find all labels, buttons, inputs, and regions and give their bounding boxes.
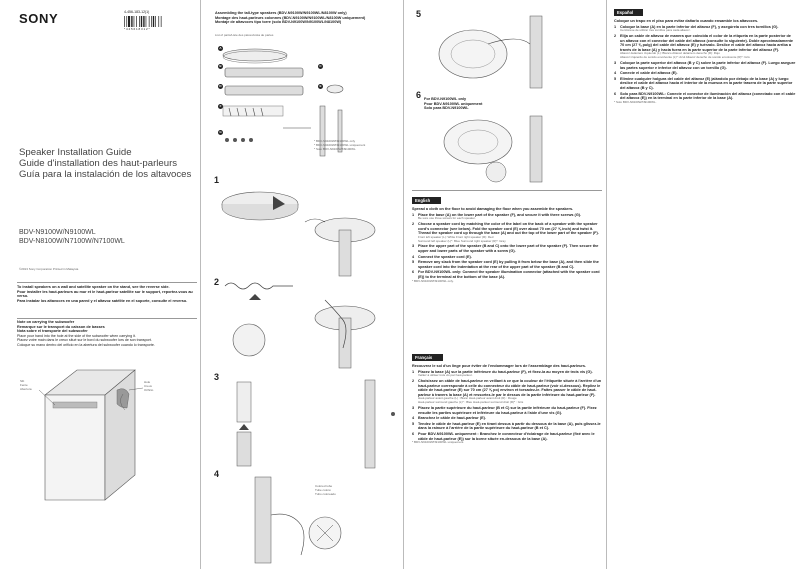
instruction-step-number: 5	[412, 421, 415, 426]
english-intro: Spread a cloth on the floor to avoid damaging the floor when you assemble the speakers.	[412, 207, 574, 211]
instruction-step	[614, 77, 796, 91]
instruction-step-text: Placez la base (A) sur la partie inférieure du haut-parleur (F), et fixez-la au moyen de trois vis (G).	[418, 369, 593, 374]
part-badge: D	[219, 84, 222, 88]
instruction-step-number: 5	[614, 76, 617, 81]
instruction-step	[412, 406, 602, 415]
rule	[17, 282, 197, 283]
instruction-step-number: 5	[412, 260, 415, 265]
hole-label-fr: Creux	[144, 383, 153, 388]
instruction-step	[412, 244, 602, 253]
rule	[412, 190, 602, 191]
parts-heading: Assembling the tall-type speakers (BDV-N9100W/N9100WL/N8100W only) Montage des haut-parleurs colonnes (BDV-N9100W/N9100WL/N8100W uniquement) Montaje de altavoces tipo torre (solo BDV-N9100W/N9100WL/N8100W)	[215, 11, 366, 25]
instruction-step	[614, 34, 796, 60]
rule	[17, 318, 197, 319]
instruction-step-body	[418, 213, 581, 221]
step-number: 2	[214, 277, 220, 287]
espanol-instructions	[614, 19, 796, 105]
title-es: Guía para la instalación de los altavoces	[19, 169, 192, 180]
step-number: 6	[416, 90, 422, 100]
instruction-step-body	[620, 61, 796, 70]
barcode-bar	[128, 16, 130, 27]
instruction-step-number: 1	[412, 212, 415, 217]
instruction-step-number: 4	[412, 254, 415, 259]
colored-tube-label	[315, 485, 355, 496]
instruction-step-number: 3	[412, 244, 415, 249]
section-label-francais: Français	[412, 354, 443, 361]
instruction-step-body	[620, 25, 778, 33]
column-divider	[606, 0, 607, 569]
hole-label-en: Hole	[144, 380, 151, 384]
instruction-step	[412, 416, 602, 421]
instruction-step-number: 6	[412, 431, 415, 436]
instruction-step	[614, 25, 796, 33]
part-badge: E	[319, 84, 322, 88]
instruction-step-text: Place the base (A) on the lower part of the speaker (F), and secure it with three screws (G).	[418, 212, 582, 217]
slit-label-en: Slit	[20, 379, 25, 383]
instruction-step-body	[620, 77, 796, 91]
instruction-step-text: Coloque la base (A) en la parte inferior del altavoz (F), y asegúrela con tres tornillos (G).	[620, 24, 779, 29]
guide-titles	[19, 147, 199, 180]
note-heading-en: Note on carrying the subwoofer	[17, 320, 75, 324]
step-number: 1	[214, 175, 220, 185]
instruction-step	[412, 255, 602, 260]
instruction-step-text: Branchez le câble de haut-parleur (E).	[418, 416, 486, 421]
section-label-english: English	[412, 197, 441, 204]
instruction-step-note: Veillez à utiliser trois vis par haut-parleur.	[418, 373, 473, 378]
instruction-step	[412, 260, 602, 269]
barcode	[124, 10, 192, 31]
instruction-step-number: 6	[614, 91, 617, 96]
colored-tube-es: Tubo coloreado	[315, 491, 336, 496]
step-number: 3	[214, 372, 220, 382]
instruction-step-body	[620, 71, 678, 76]
instruction-step	[412, 213, 602, 221]
barcode-graphic	[124, 16, 179, 27]
subwoofer-illustration	[17, 360, 197, 520]
barcode-number: * 4 4 5 6 1 8 3 1 2 *	[124, 26, 150, 31]
instruction-step-number: 1	[412, 369, 415, 374]
instruction-step-body	[418, 370, 593, 378]
barcode-bar	[153, 16, 154, 27]
slit-label	[20, 380, 40, 391]
instruction-step-number: 2	[412, 221, 415, 226]
instruction-step-text: Placez la partie supérieure du haut-parleur (B et C) sur la partie inférieure du haut-parleur (F). Fixez ensuite les parties supérieure et inférieure du haut-parleur à l'aide d'une vis (G).	[418, 405, 597, 415]
instruction-step-number: 1	[614, 24, 617, 29]
espanol-footnote: * Solo BDV-N9100W/N9100WL.	[614, 99, 657, 104]
part-badge: G	[219, 130, 222, 134]
step4-illustration	[215, 475, 401, 565]
title-fr: Guide d'installation des haut-parleurs	[19, 158, 178, 169]
english-footnote: * BDV-N9100W/N9100WL only.	[412, 278, 454, 283]
instruction-step-number: 3	[614, 60, 617, 65]
instruction-step-text: Remove any slack from the speaker cord (E) by pulling it from below the base (A), and then slide the speaker cord into the indentation at the rear of the upper part of the speaker (B and C).	[418, 260, 599, 269]
parts-subheading: List of parts/Liste des pièces/Lista de partes	[215, 33, 274, 37]
colored-tube-en: Colored tube	[315, 484, 333, 488]
barcode-bar	[155, 16, 156, 27]
step5-illustration	[418, 14, 604, 89]
instruction-step-text: Conecte el cable del altavoz (E).	[620, 71, 678, 76]
part-badge: A	[219, 46, 222, 50]
step3-illustration	[215, 376, 401, 471]
barcode-bar	[139, 16, 140, 27]
barcode-bar	[146, 16, 147, 27]
instruction-step-text: Choose a speaker cord by matching the color of the label on the back of a speaker with the speaker cord's connector (see below). Fold the speaker cord (E) over about 70 cm (27 ⅝ inch) and twist it. Thread the speaker cord up through the base (A) and out the top of the lower part of the speaker (F).	[418, 221, 599, 236]
slit-label-fr: Fente	[20, 382, 28, 387]
barcode-bar	[158, 16, 159, 27]
model-list	[19, 229, 199, 246]
instruction-step-text: Choisissez un câble de haut-parleur en veillant à ce que la couleur de l'étiquette située à l'arrière d'un haut-parleur corresponde à celle du connecteur du câble de haut-parleur (voir ci-dessous). Repliez le câble de haut-parleur (E) sur 70 cm (27 ⅝ po) environ et torsadez-le. Faites passer le câble de haut-parleur à travers la base (A) et ressortez-le par le dessus de la partie inférieure du haut-parleur (F).	[418, 378, 602, 397]
instruction-step-text: Elija un cable de altavoz de manera que coincida el color de la etiqueta en la parte posterior de un altavoz con el conector del cable del altavoz (consulte lo siguiente). Doble aproximadamente 70 cm (27 ⅝ pulg) del cable del altavoz (E) y tuérzalo. Deslice el cable del altavoz hacia arriba a través de la base (A) y hacia fuera en la parte superior de la parte inferior del altavoz (F).	[620, 33, 794, 52]
francais-steps	[412, 370, 602, 442]
step6-illustration	[418, 112, 604, 187]
barcode-bar	[136, 16, 137, 27]
hole-label-es: Orificio	[144, 387, 154, 392]
instruction-step-text: Tendez le câble de haut-parleur (E) en tirant dessus à partir du dessous de la base (A), puis glissez-le dans la rainure à l'arrière de la partie supérieure du haut-parleur (B et C).	[418, 421, 601, 431]
note-heading-es: Nota sobre el transporte del subwoofer	[17, 329, 88, 334]
step2-illustration	[215, 280, 401, 375]
instruction-step-body	[418, 244, 602, 253]
reverse-side-notice: To install speakers on a wall and satellite speaker on the stand, see the reverse side. Pour installer les haut-parleurs au mur et le haut-parleur satellite sur le support, reportez-vous au verso. Para instalar los altavoces en una pared y el altavoz satélite en el soporte, consulte el reverso.	[17, 285, 193, 303]
instruction-step-note: Cerciórese de utilizar tres tornillos para cada altavoz.	[620, 28, 691, 33]
step-number: 4	[214, 469, 220, 479]
slit-label-es: Abertura	[20, 386, 32, 391]
parts-note: * BDV-N9100W/N9100WL only * BDV-N9100W/N9100WL uniquement * Solo BDV-N9100W/N9100WL	[314, 139, 366, 151]
instruction-step-text: Coloque la parte superior del altavoz (B y C) sobre la parte inferior del altavoz (F). Luego asegure las partes superior e inferior del altavoz con un tornillo (G).	[620, 60, 796, 70]
barcode-bar	[126, 16, 127, 27]
copyright: ©2013 Sony Corporation Printed in Malaysia	[19, 267, 79, 271]
instruction-step-body	[418, 379, 602, 405]
note-text: Place your hand into the hole at the side of the subwoofer when carrying it. Placez votre main dans le creux situé sur le bord du subwoofer lors de son transport. Coloque su mano dentro del orificio en la abertura del subwoofer cuando lo transporte.	[17, 333, 155, 347]
barcode-bar	[149, 16, 150, 27]
instruction-step-body	[418, 222, 602, 243]
part-number: 4-456-183-12(1)	[124, 10, 150, 14]
instruction-step	[412, 422, 602, 431]
column-divider	[200, 0, 201, 569]
barcode-bar	[143, 16, 144, 27]
instruction-step	[614, 71, 796, 76]
francais-intro: Recouvrez le sol d'un linge pour éviter de l'endommager lors de l'assemblage des haut-parleurs.	[412, 364, 587, 368]
part-badge: C	[319, 64, 322, 68]
instruction-step-note: Front left speaker (L): White Front right speaker (R): Red Surround left speaker (L)*: Blue Surround right speaker (R)*: Gray	[418, 234, 506, 243]
english-instructions	[412, 207, 602, 283]
espanol-steps	[614, 25, 796, 101]
instruction-step-text: For BDV-N9100WL only: Connect the speaker illumination connector (attached with the speaker cord (E)) to the terminal at the bottom of the base (A).	[418, 270, 600, 279]
instruction-step-text: Elimine cualquier holgura del cable del altavoz (E) jalándolo por debajo de la base (A) y luego deslice el cable del altavoz hacia el interior de la muesca en la parte trasera de la parte superior del altavoz (B y C).	[620, 76, 793, 90]
instruction-step-note: Be sure use three screws for each speaker.	[418, 216, 476, 221]
colored-tube-fr: Tube coloré	[315, 487, 331, 492]
instruction-step	[412, 370, 602, 378]
instruction-step-number: 4	[412, 416, 415, 421]
instruction-step	[614, 61, 796, 70]
note-heading-fr: Remarque sur le transport du caisson de basses	[17, 324, 105, 329]
instruction-step	[412, 222, 602, 243]
instruction-step-body	[418, 406, 602, 415]
instruction-step-number: 2	[412, 378, 415, 383]
instruction-step-number: 3	[412, 405, 415, 410]
step-number: 5	[416, 9, 422, 19]
english-steps	[412, 213, 602, 280]
barcode-bar	[161, 16, 162, 27]
model-line: BDV-N8100W/N7100W/N7100WL	[19, 237, 125, 245]
part-badge: B	[219, 64, 222, 68]
model-line: BDV-N9100W/N9100WL	[19, 229, 96, 236]
part-badge: F	[219, 104, 222, 108]
step6-caption: For BDV-N9100WL only Pour BDV-N9100WL uniquement Solo para BDV-N9100WL	[424, 97, 483, 111]
instruction-step-text: Solo para BDV-N9100WL: Conecte el conector de iluminación del altavoz (conectado con el cable del altavoz (E)) en la terminal en la parte inferior de la base (A).	[620, 91, 796, 101]
sony-logo: SONY	[19, 11, 59, 26]
instruction-step-text: Pour BDV-N9100WL uniquement : Branchez le connecteur d'éclairage de haut-parleur (fixé avec le câble de haut-parleur (E)) sur la borne située en-dessous de la base (A).	[418, 431, 595, 441]
column-divider	[403, 0, 404, 569]
instruction-step-number: 2	[614, 33, 617, 38]
section-label-espanol: Español	[614, 9, 643, 16]
instruction-step-body	[620, 34, 796, 60]
instruction-step-note: Altavoz delantero izquierdo (L): Blanco Altavoz delantero derecho (R): Rojo Altavoz izquierdo de sonido envolvente (L)*: Azul Altavoz derecho de sonido envolvente (R)*: Gris	[620, 51, 750, 60]
barcode-bar	[151, 16, 152, 27]
step1-illustration	[215, 182, 401, 282]
instruction-step-text: Connect the speaker cord (E).	[418, 254, 472, 259]
barcode-bar	[141, 16, 142, 27]
barcode-bar	[134, 16, 135, 27]
instruction-step-body	[418, 422, 602, 431]
instruction-step-note: Haut-parleur avant gauche (L) : Blanc Haut-parleur avant droit (R) : Rouge Haut-parleur surround gauche (L)* : Bleu Haut-parleur surround droit (R)* : Gris	[418, 396, 524, 405]
instruction-step-text: Place the upper part of the speaker (B and C) onto the lower part of the speaker (F). Then secure the upper and lower parts of the speaker with a screw (G).	[418, 244, 599, 253]
title-en: Speaker Installation Guide	[19, 147, 132, 158]
barcode-bar	[124, 16, 125, 27]
instruction-step-number: 6	[412, 270, 415, 275]
instruction-step-body	[418, 255, 472, 260]
instruction-step-number: 4	[614, 71, 617, 76]
barcode-bar	[131, 16, 132, 27]
francais-instructions	[412, 364, 602, 445]
espanol-intro: Coloque un trapo en el piso para evitar dañarlo cuando ensamble los altavoces.	[614, 19, 759, 23]
carrying-note	[17, 320, 199, 348]
instruction-step	[412, 379, 602, 405]
hole-label	[144, 381, 164, 392]
instruction-step-body	[418, 260, 602, 269]
francais-footnote: * BDV-N9100W/N9100WL uniquement.	[412, 440, 465, 445]
instruction-step-body	[418, 416, 486, 421]
